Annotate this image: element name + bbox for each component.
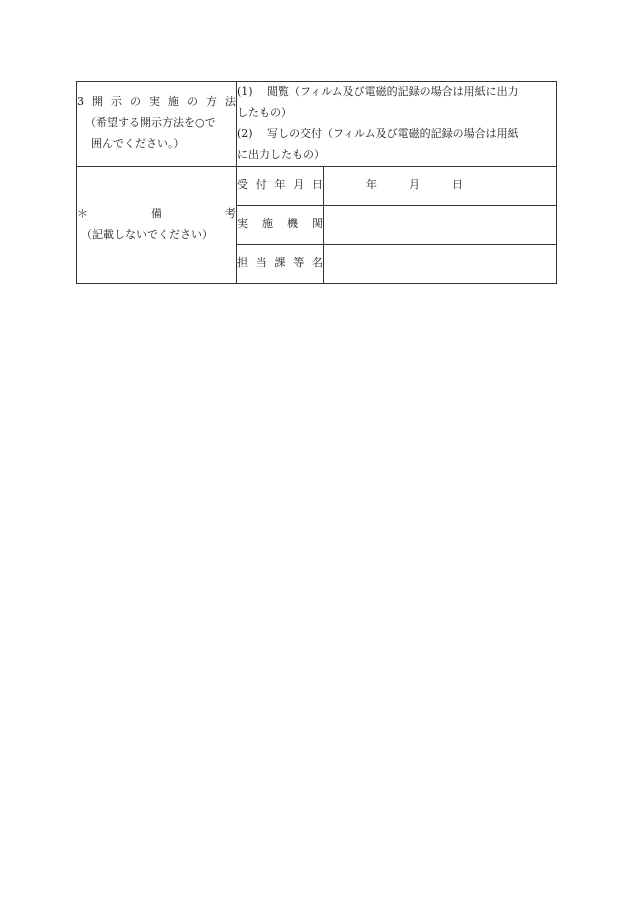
department-field[interactable] xyxy=(324,244,557,283)
month-label: 月 xyxy=(409,178,420,192)
received-date-row xyxy=(77,166,557,205)
method-row xyxy=(77,82,557,167)
method-option-copy-cont: に出力したもの） xyxy=(237,147,325,161)
implementing-agency-field[interactable] xyxy=(324,205,557,244)
method-label-title: 3 開 示 の 実 施 の 方 法 xyxy=(77,95,236,109)
method-option-inspection-cont: したもの） xyxy=(237,105,292,119)
method-label-note-2: 囲んでください。） xyxy=(91,137,185,151)
day-label: 日 xyxy=(452,178,463,192)
disclosure-form-table xyxy=(76,81,557,284)
received-date-field[interactable] xyxy=(324,166,557,205)
method-label-note-1: （希望する開示方法を○で xyxy=(85,116,216,130)
year-label: 年 xyxy=(366,178,377,192)
method-options-cell xyxy=(237,82,557,167)
received-date-label: 受 付 年 月 日 xyxy=(237,166,324,205)
option-number: (2) xyxy=(237,126,253,140)
method-option-copy[interactable] xyxy=(237,124,556,145)
option-number: (1) xyxy=(237,85,253,98)
implementing-agency-label: 実 施 機 関 xyxy=(237,205,324,244)
remarks-title: ＊ 備 考 xyxy=(77,206,236,220)
option-text: 写しの交付（フィルム及び電磁的記録の場合は用紙 xyxy=(267,126,519,140)
remarks-label-cell xyxy=(77,166,237,283)
remarks-note: （記載しないでください） xyxy=(81,227,213,241)
method-label-cell xyxy=(77,82,237,167)
method-option-inspection[interactable] xyxy=(237,82,556,103)
option-text: 閲覧（フィルム及び電磁的記録の場合は用紙に出力 xyxy=(267,85,519,98)
department-label: 担 当 課 等 名 xyxy=(237,244,324,283)
